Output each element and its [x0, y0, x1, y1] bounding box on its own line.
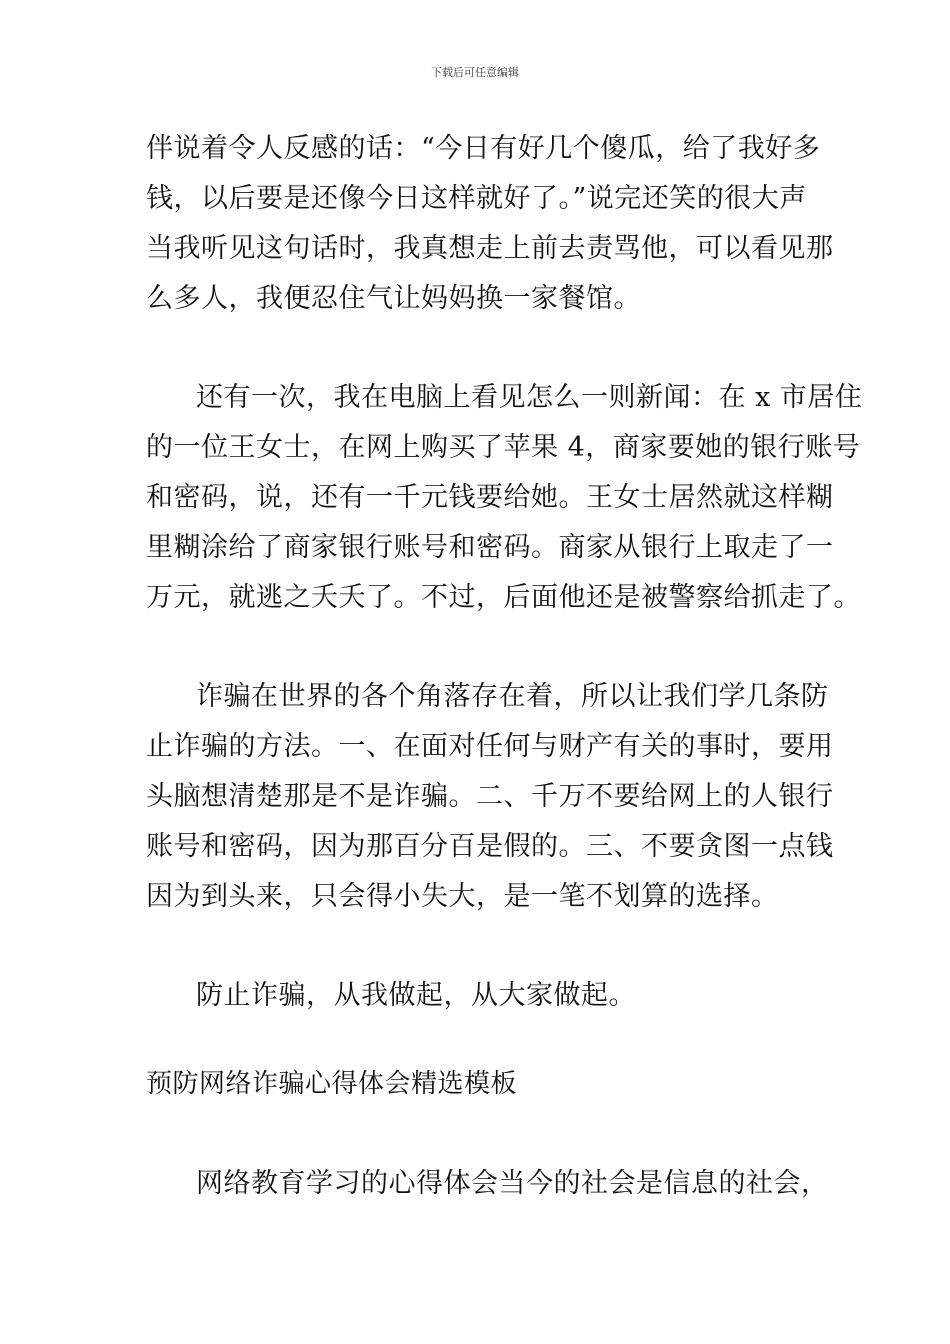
- paragraph-line: 和密码，说，还有一千元钱要给她。王女士居然就这样糊: [146, 482, 834, 513]
- paragraph-line: 万元，就逃之夭夭了。不过，后面他还是被警察给抓走了。: [146, 582, 861, 613]
- paragraph-line: 么多人，我便忍住气让妈妈换一家餐馆。: [146, 283, 641, 314]
- paragraph-line: 里糊涂给了商家银行账号和密码。商家从银行上取走了一: [146, 532, 834, 563]
- paragraph-line: 网络教育学习的心得体会当今的社会是信息的社会，: [196, 1168, 829, 1199]
- paragraph-line: 当我听见这句话时，我真想走上前去责骂他，可以看见那: [146, 233, 834, 264]
- paragraph-line: 头脑想清楚那是不是诈骗。二、千万不要给网上的人银行: [146, 781, 834, 812]
- paragraph-line: 账号和密码，因为那百分百是假的。三、不要贪图一点钱: [146, 831, 834, 862]
- paragraph-line: 的一位王女士，在网上购买了苹果 4，商家要她的银行账号: [146, 432, 861, 463]
- paragraph-line: 诈骗在世界的各个角落存在着，所以让我们学几条防: [196, 681, 829, 712]
- paragraph-4: [146, 971, 812, 1021]
- paragraph-3: [146, 672, 834, 922]
- paragraph-line: 止诈骗的方法。一、在面对任何与财产有关的事时，要用: [146, 731, 834, 762]
- paragraph-line: 钱，以后要是还像今日这样就好了。”说完还笑的很大声: [146, 183, 807, 214]
- page-header-note: 下载后可任意编辑: [431, 66, 519, 79]
- paragraph-line: 防止诈骗，从我做起，从大家做起。: [196, 980, 636, 1011]
- section-heading: [146, 1059, 812, 1109]
- paragraph-5: [146, 1159, 829, 1209]
- paragraph-line: 因为到头来，只会得小失大，是一笔不划算的选择。: [146, 881, 779, 912]
- section-heading-text: 预防网络诈骗心得体会精选模板: [146, 1069, 518, 1099]
- paragraph-line: 还有一次，我在电脑上看见怎么一则新闻：在 x 市居住: [196, 382, 863, 413]
- paragraph-2: [146, 373, 863, 623]
- paragraph-line: 伴说着令人反感的话：“今日有好几个傻瓜，给了我好多: [146, 133, 821, 164]
- paragraph-1: [146, 124, 834, 324]
- document-body: [146, 124, 863, 1209]
